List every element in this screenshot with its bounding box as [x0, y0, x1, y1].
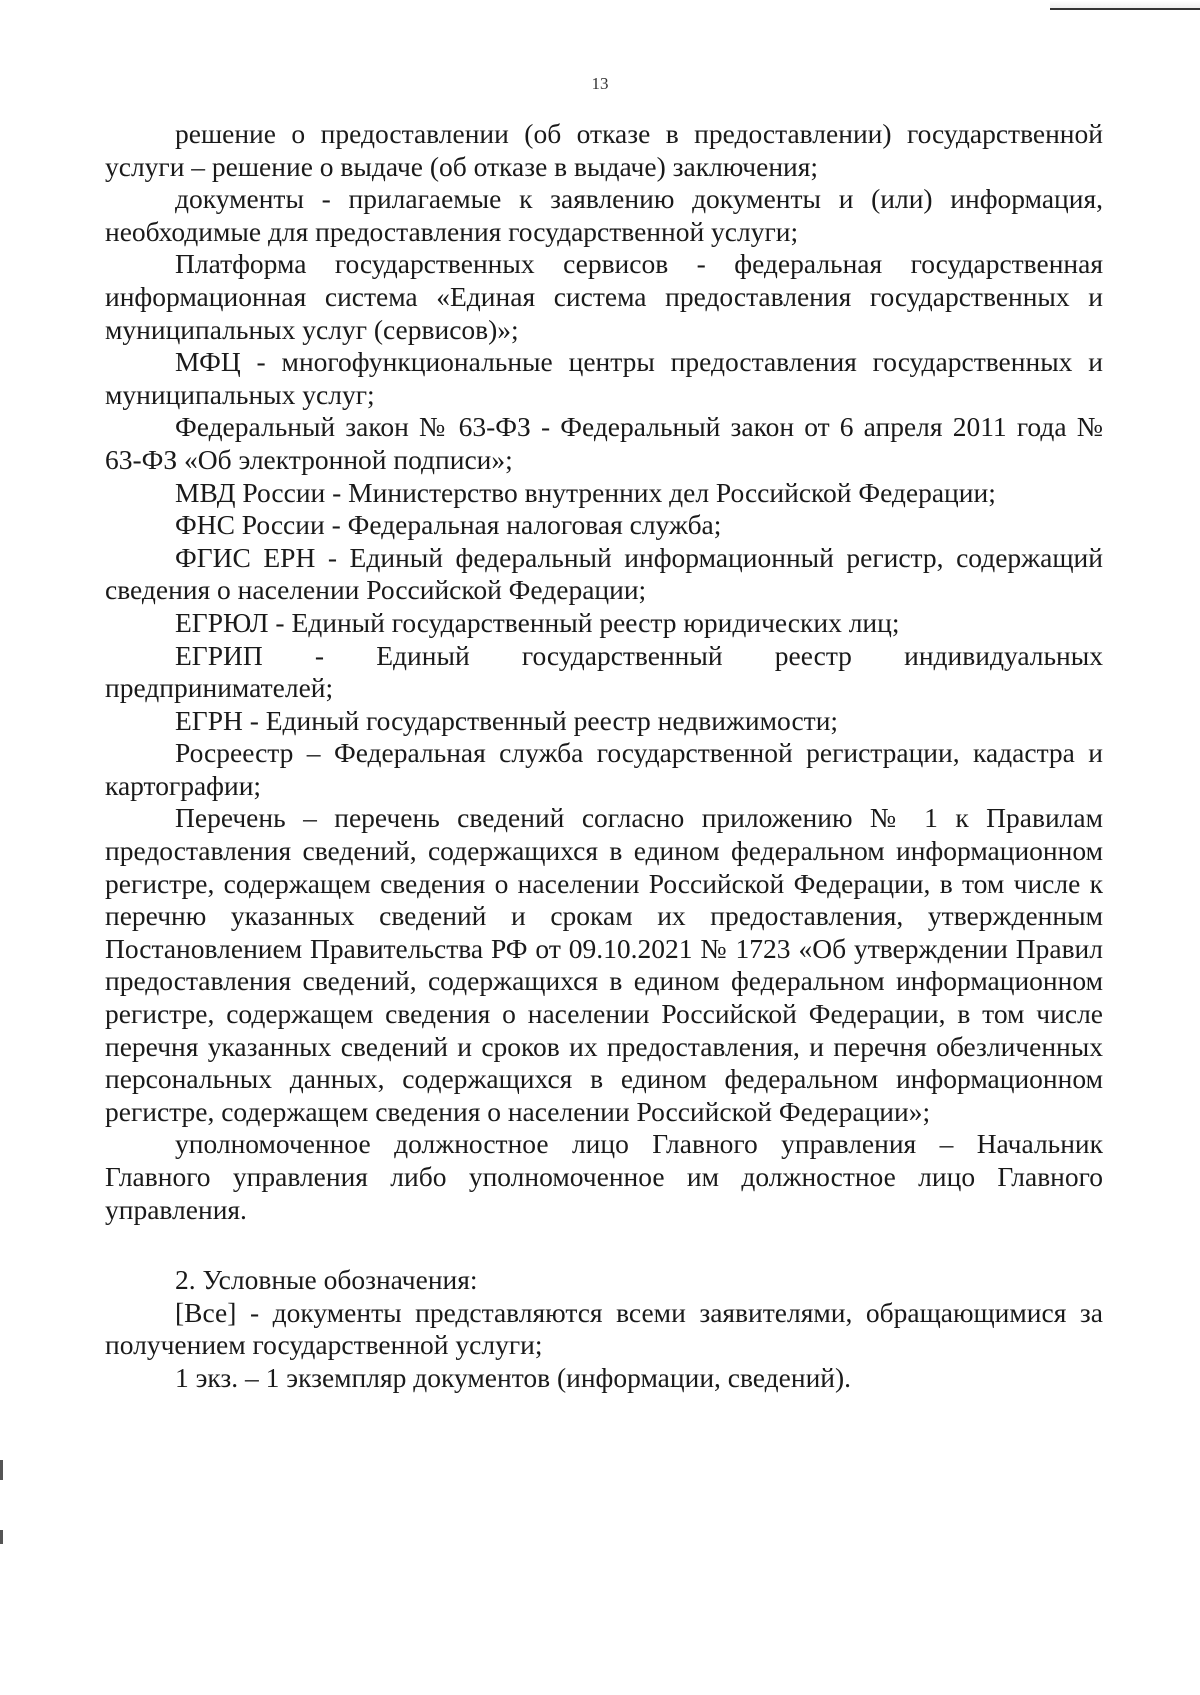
definition-platform: Платформа государственных сервисов - федеральная государственная информационная система «Единая система предоставления государственных и муниципальных услуг (сервисов)»;	[105, 248, 1103, 345]
definition-egrul: ЕГРЮЛ - Единый государственный реестр юридических лиц;	[175, 606, 900, 638]
definition-perechen: Перечень – перечень сведений согласно приложению № 1 к Правилам предоставления сведений, содержащихся в едином федеральном информационном регистре, содержащем сведения о населении Российской Федерации, в том числе к перечню указанных сведений и срокам их предоставления, утвержденным Постановлением Правительства РФ от 09.10.2021 № 1723 «Об утверждении Правил предоставления сведений, содержащихся в едином федеральном информационном регистре, содержащем сведения о населении Российской Федерации, в том числе перечня указанных сведений и сроков их предоставления, и перечня обезличенных персональных данных, содержащихся в едином федеральном информационном регистре, содержащем сведения о населении Российской Федерации»;	[105, 802, 1103, 1127]
legend-item-copy: 1 экз. – 1 экземпляр документов (информации, сведений).	[175, 1361, 852, 1393]
section-heading: 2. Условные обозначения:	[175, 1264, 478, 1296]
page-number: 13	[591, 74, 609, 93]
definition-decision: решение о предоставлении (об отказе в предоставлении) государственной услуги – решение о выдаче (об отказе в выдаче) заключения;	[105, 118, 1103, 182]
section-spacer	[105, 1226, 1103, 1264]
definition-mfc: МФЦ - многофункциональные центры предоставления государственных и муниципальных услуг;	[105, 346, 1103, 410]
definition-egrip: ЕГРИП - Единый государственный реестр индивидуальных предпринимателей;	[105, 639, 1103, 704]
legend-item-all: [Все] - документы представляются всеми заявителями, обращающимися за получением государственной услуги;	[105, 1296, 1103, 1361]
scan-artifact-edge	[0, 1460, 3, 1480]
definition-mvd: МВД России - Министерство внутренних дел Российской Федерации;	[175, 476, 996, 508]
definition-federal-law: Федеральный закон № 63-ФЗ - Федеральный закон от 6 апреля 2011 года № 63-ФЗ «Об электронной подписи»;	[105, 411, 1103, 475]
scan-artifact-top	[1050, 0, 1200, 10]
definition-documents: документы - прилагаемые к заявлению документы и (или) информация, необходимые для предоставления государственной услуги;	[105, 183, 1103, 247]
definition-fns: ФНС России - Федеральная налоговая служба;	[175, 509, 722, 541]
scan-artifact-edge	[0, 1530, 3, 1544]
definition-egrn: ЕГРН - Единый государственный реестр недвижимости;	[175, 704, 839, 736]
definition-authorized-official: уполномоченное должностное лицо Главного управления – Начальник Главного управления либо уполномоченное им должностное лицо Главного управления.	[105, 1128, 1103, 1225]
definition-fgis-ern: ФГИС ЕРН - Единый федеральный информационный регистр, содержащий сведения о населении Российской Федерации;	[105, 541, 1103, 606]
document-body	[105, 118, 1103, 1395]
definition-rosreestr: Росреестр – Федеральная служба государственной регистрации, кадастра и картографии;	[105, 737, 1103, 801]
